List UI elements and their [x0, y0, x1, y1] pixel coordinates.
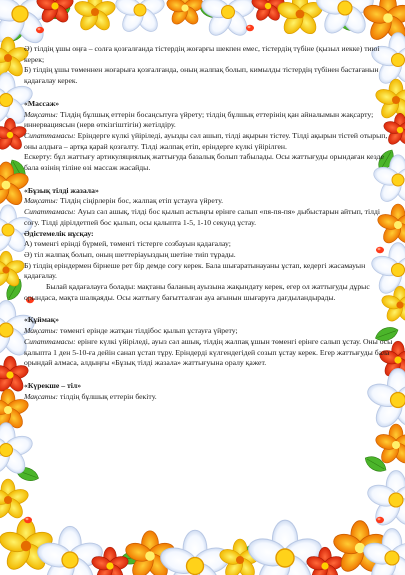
goal-label: Мақсаты: [24, 196, 59, 206]
spatula-title: «Күрекше – тіл» [24, 380, 82, 390]
description-label: Сипаттамасы: [24, 336, 76, 346]
massage-description [24, 131, 394, 152]
description-text: Еріндерге күлкі үйіріледі, ауызды сәл ашып, тілді ақырын тістеу. Тілді ақырын тістей отырып, оны алдыға – артқа қарай қозғалту. Тілді жалпақ етіп, еріндерге күлкі үйірілген. [24, 130, 388, 151]
method-item-3: Б) тілдің еріндермен бірнеше рет бір демде соғу керек. Бала шығаратынауаны ұстап, кедергі жасамауын қадағалау. [24, 260, 366, 281]
goal-text: төменгі ерінде жатқан тілдібос қылып ұстауға үйрету; [58, 326, 238, 336]
pancake-goal [24, 326, 394, 337]
method-item-4: Былай қадағалауға болады: мақтаны баланың ауызына жақындату керек, егер ол жаттығуды дұрыс орындаса, мақта шалқаяды. Осы жаттығу бағытталған ауа ағынын шығаруға дағдыландырады. [24, 282, 370, 302]
goal-label: Мақсаты: [24, 326, 59, 336]
lazy-tongue-title: «Бұзық тілді жазала» [24, 185, 99, 195]
intro-line-2: Б) тілдің ұшы төменнен жоғарыға қозғалғанда, оның жалпақ болып, кимылды тістердің түбінен бастағанын қадағалау керек. [24, 65, 379, 86]
pancake-title: «Құймақ» [24, 315, 59, 325]
description-text: ерінге күлкі үйіріледі, ауыз сәл ашық, тілдің жалпақ ұшын төменгі ерінге салып ұстау. Оны осы қалыпта 1 ден 5-10-ға дейін санап ұстап тұру. Еріндерді күлгендегідей созып ұстау керек. Егер жаттығуды бала орындай алмаса, алдыңғы «Бұзық тілді жазала» жаттығуына оралу қажет. [24, 336, 393, 368]
pancake-description [24, 337, 394, 369]
spacer [24, 87, 394, 99]
spacer [24, 369, 394, 381]
massage-goal [24, 110, 394, 131]
massage-note: Ескерту: бұл жаттығу артикуляциялық жаттығуда базалық болып табылады. Осы жаттығуды орындаған кезде бала өзінің тіліне өзі массаж жасайды. [24, 152, 384, 173]
goal-text: Тілдің бұлшық еттерін босаңсытуға үйрету; тілдің бұлшық еттерінің қан айналымын жақсарту; иннервациясын (нерв өткізгіштігін) жетілдіру. [24, 109, 374, 130]
document-page [24, 44, 394, 564]
method-title: Әдістемелік нұсқау: [24, 228, 94, 238]
description-label: Сипаттамасы: [24, 207, 76, 217]
massage-title: «Массаж» [24, 98, 60, 108]
lazy-description [24, 207, 394, 228]
description-text: Ауыз сәл ашық, тілді бос қылып астыңғы ерінге салып «пя-пя-пя» дыбыстарын айтып, тілді соғу. Тілді дірілдетпей бос қылып, осы қалыпта 1-5, 1-10 секунд ұстау. [24, 207, 381, 227]
goal-text: тілдің бұлшық еттерін бекіту. [58, 391, 157, 401]
intro-line-1: Ә) тілдің ұшы оңға – солға қозғалғанда тістердің жоғарғы шекпен емес, тістердің түбіне (қызыл иекке) тиюі керек; [24, 44, 380, 64]
lazy-goal [24, 196, 394, 207]
spacer [24, 303, 394, 315]
method-item-1: А) төменгі ерінді бүрмей, төменгі тістерге созбауын қадағалау; [24, 239, 231, 249]
goal-label: Мақсаты: [24, 391, 59, 401]
goal-text: Тілдің сіңірлерін бос, жалпақ етіп ұстауға үйрету. [58, 196, 224, 206]
method-item-2: Ә) тіл жалпақ болып, оның шеттеріауыздың шетіне тиіп тұрады. [24, 249, 236, 259]
spacer [24, 174, 394, 186]
spatula-goal [24, 392, 394, 403]
description-label: Сипаттамасы: [24, 130, 76, 140]
goal-label: Мақсаты: [24, 109, 59, 119]
